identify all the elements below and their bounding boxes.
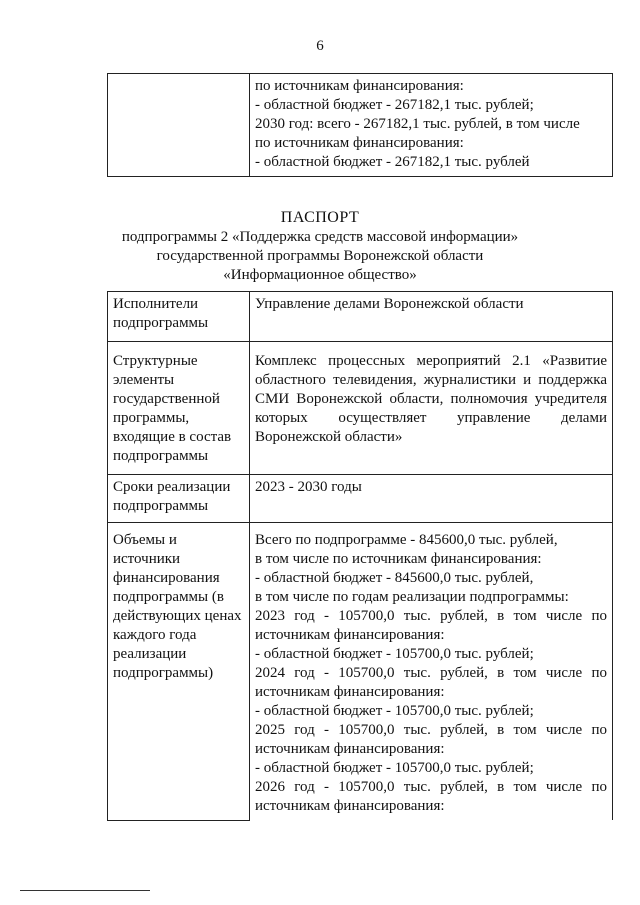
label-line: подпрограммы) bbox=[113, 665, 214, 681]
label-line: подпрограммы bbox=[113, 448, 209, 464]
value-line: областного телевидения, журналистики и поддержка bbox=[255, 372, 607, 388]
value-line: - областной бюджет - 845600,0 тыс. рублей, bbox=[255, 570, 534, 586]
label-line: источники bbox=[113, 551, 181, 567]
value-line: - областной бюджет - 105700,0 тыс. рублей; bbox=[255, 703, 534, 719]
text-line: по источникам финансирования: bbox=[255, 135, 464, 151]
label-line: подпрограммы (в bbox=[113, 589, 224, 605]
structural-value bbox=[250, 342, 613, 475]
text-line: - областной бюджет - 267182,1 тыс. рублей; bbox=[255, 97, 534, 113]
continued-label-cell bbox=[108, 74, 250, 177]
value-line: в том числе по источникам финансирования: bbox=[255, 551, 542, 567]
structural-label bbox=[108, 342, 250, 475]
value-line: источникам финансирования: bbox=[255, 627, 445, 643]
table-row-terms bbox=[108, 475, 613, 523]
page-number: 6 bbox=[316, 38, 324, 54]
continued-value-cell bbox=[250, 74, 613, 177]
passport-heading bbox=[0, 208, 640, 285]
label-line: элементы bbox=[113, 372, 175, 388]
passport-title: ПАСПОРТ bbox=[280, 209, 360, 226]
label-line: входящие в состав bbox=[113, 429, 232, 445]
value-line: СМИ Воронежской области, полномочия учредителя bbox=[255, 391, 607, 407]
label-line: подпрограммы bbox=[113, 315, 209, 331]
table-row-funding bbox=[108, 523, 613, 821]
label-line: Сроки реализации bbox=[113, 479, 231, 495]
value-line: - областной бюджет - 105700,0 тыс. рублей; bbox=[255, 760, 534, 776]
value-line: Воронежской области» bbox=[255, 429, 403, 445]
value-line: источникам финансирования: bbox=[255, 741, 445, 757]
label-line: государственной bbox=[113, 391, 220, 407]
value-line: Управление делами Воронежской области bbox=[255, 296, 524, 312]
value-line: которых осуществляет управление делами bbox=[255, 410, 607, 426]
funding-label bbox=[108, 523, 250, 821]
passport-subtitle-line: подпрограммы 2 «Поддержка средств массовой информации» bbox=[121, 229, 519, 245]
value-line: Всего по подпрограмме - 845600,0 тыс. рублей, bbox=[255, 532, 558, 548]
label-line: каждого года bbox=[113, 627, 197, 643]
value-line: в том числе по годам реализации подпрограммы: bbox=[255, 589, 569, 605]
executors-value bbox=[250, 292, 613, 342]
label-line: Структурные bbox=[113, 353, 198, 369]
funding-value bbox=[250, 523, 613, 821]
passport-table bbox=[107, 291, 613, 821]
text-line: - областной бюджет - 267182,1 тыс. рублей bbox=[255, 154, 530, 170]
passport-subtitle-line: государственной программы Воронежской области bbox=[156, 248, 484, 264]
passport-subtitle-line: «Информационное общество» bbox=[223, 267, 417, 283]
text-line: 2030 год: всего - 267182,1 тыс. рублей, в том числе bbox=[255, 116, 580, 132]
executors-label bbox=[108, 292, 250, 342]
value-line: 2023 год - 105700,0 тыс. рублей, в том числе по bbox=[255, 608, 607, 624]
value-line: 2026 год - 105700,0 тыс. рублей, в том числе по bbox=[255, 779, 607, 795]
label-line: Объемы и bbox=[113, 532, 177, 548]
value-line: источникам финансирования: bbox=[255, 798, 445, 814]
table-row-structural bbox=[108, 342, 613, 475]
value-line: источникам финансирования: bbox=[255, 684, 445, 700]
table-row bbox=[108, 74, 613, 177]
label-line: Исполнители bbox=[113, 296, 199, 312]
value-line: 2024 год - 105700,0 тыс. рублей, в том числе по bbox=[255, 665, 607, 681]
value-line: Комплекс процессных мероприятий 2.1 «Развитие bbox=[255, 353, 607, 369]
continued-table bbox=[107, 73, 613, 177]
value-line: - областной бюджет - 105700,0 тыс. рублей; bbox=[255, 646, 534, 662]
text-line: по источникам финансирования: bbox=[255, 78, 464, 94]
terms-value bbox=[250, 475, 613, 523]
label-line: финансирования bbox=[113, 570, 220, 586]
terms-label bbox=[108, 475, 250, 523]
value-line: 2025 год - 105700,0 тыс. рублей, в том числе по bbox=[255, 722, 607, 738]
label-line: подпрограммы bbox=[113, 498, 209, 514]
footnote-separator bbox=[20, 890, 150, 891]
label-line: действующих ценах bbox=[113, 608, 242, 624]
label-line: реализации bbox=[113, 646, 187, 662]
label-line: программы, bbox=[113, 410, 190, 426]
table-row-executors bbox=[108, 292, 613, 342]
value-line: 2023 - 2030 годы bbox=[255, 479, 362, 495]
